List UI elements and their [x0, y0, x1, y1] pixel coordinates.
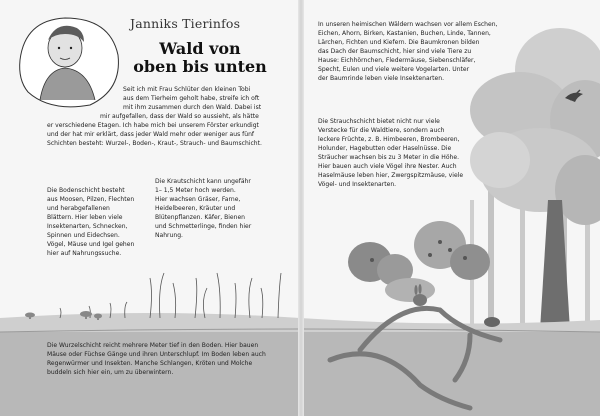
title-line-1: Wald von [159, 39, 241, 58]
title-line-2: oben bis unten [133, 57, 267, 76]
kraut-line-4: Heidelbeeren, Kräuter und [155, 205, 236, 212]
kraut-line-6: und Schmetterlinge, finden hier [155, 223, 252, 230]
kraut-line-2: 1– 1,5 Meter hoch werden. [155, 187, 236, 194]
kraut-line-1: Die Krautschicht kann ungefähr [155, 178, 251, 185]
baum-line-7: der Baumrinde leben viele Insektenarten. [318, 75, 444, 82]
kraut-line-3: Hier wachsen Gräser, Farne, [155, 196, 241, 203]
strauch-line-7: Haselmäuse leben hier, Zwergspitzmäuse, viele [318, 172, 464, 179]
baum-line-5: Hause: Eichhörnchen, Fledermäuse, Siebenschläfer, [318, 57, 476, 64]
boden-line-1: Die Bodenschicht besteht [47, 187, 125, 194]
baum-line-6: Specht, Eulen und viele weitere Vogelarten. Unter [318, 66, 470, 73]
book-gutter [298, 0, 304, 416]
boden-line-4: Blättern. Hier leben viele [47, 214, 123, 221]
strauch-line-3: leckere Früchte, z. B. Himbeeren, Brombeeren, [318, 136, 460, 143]
intro-line-7: Schichten besteht: Wurzel-, Boden-, Kraut-, Strauch- und Baumschicht. [47, 140, 262, 147]
intro-line-2: aus dem Tierheim geholt habe, streife ich oft [123, 95, 260, 102]
page-header: Janniks Tierinfos [130, 16, 241, 31]
boden-line-8: hier auf Nahrungssuche. [47, 250, 122, 257]
wurzel-line-1: Die Wurzelschicht reicht mehrere Meter tief in den Boden. Hier bauen [47, 342, 259, 349]
intro-line-1: Seit ich mit Frau Schlüter den kleinen Tobi [123, 86, 251, 93]
boden-line-7: Vögel, Mäuse und Igel gehen [47, 241, 135, 248]
strauch-line-5: Sträucher wachsen bis zu 3 Meter in die Höhe. [318, 154, 459, 161]
baum-line-4: das Dach der Baumschicht, hier sind viele Tiere zu [318, 48, 472, 55]
baum-line-1: In unseren heimischen Wäldern wachsen vor allem Eschen, [318, 21, 498, 28]
kraut-line-7: Nahrung. [155, 232, 183, 239]
baum-line-3: Lärchen, Fichten und Kiefern. Die Baumkronen bilden [318, 39, 480, 46]
kraut-line-5: Blütenpflanzen. Käfer, Bienen [155, 214, 246, 221]
intro-line-3: mit ihm zusammen durch den Wald. Dabei ist [123, 104, 262, 111]
intro-line-6: und der hat mir erklärt, dass jeder Wald mehr oder weniger aus fünf [47, 131, 255, 138]
hedgehog-icon [484, 317, 500, 327]
boden-line-5: Insektenarten, Schnecken, [47, 223, 128, 230]
baum-line-2: Eichen, Ahorn, Birken, Kastanien, Buchen, Linde, Tannen, [318, 30, 491, 37]
strauch-line-1: Die Strauchschicht bietet nicht nur viele [318, 118, 440, 125]
boden-line-2: aus Moosen, Pilzen, Flechten [47, 196, 135, 203]
wurzel-line-3: Regenwürmer und Insekten. Manche Schlangen, Kröten und Molche [47, 360, 253, 367]
strauch-line-6: Hier bauen auch viele Vögel ihre Nester. Auch [318, 163, 457, 170]
wurzel-line-4: buddeln sich hier ein, um zu überwintern. [47, 369, 174, 376]
wurzel-line-2: Mäuse oder Füchse Gänge und ihren Unterschlupf. Im Boden leben auch [47, 351, 266, 358]
boden-line-6: Spinnen und Eidechsen. [47, 232, 120, 239]
boden-line-3: und herabgefallenen [47, 205, 110, 212]
herb-layer [60, 273, 281, 318]
boy-portrait-icon [20, 18, 119, 107]
intro-line-5: er verschiedene Etagen. Ich habe mich bei unserem Förster erkundigt [47, 122, 259, 129]
strauch-line-4: Holunder, Hagebutten oder Haselnüsse. Die [318, 145, 452, 152]
intro-line-4: mir aufgefallen, dass der Wald so aussieht, als hätte [100, 113, 259, 120]
strauch-line-2: Verstecke für die Waldtiere, sondern auch [318, 127, 445, 134]
page-title [130, 40, 270, 76]
strauch-line-8: Vögel- und Insektenarten. [318, 181, 397, 188]
